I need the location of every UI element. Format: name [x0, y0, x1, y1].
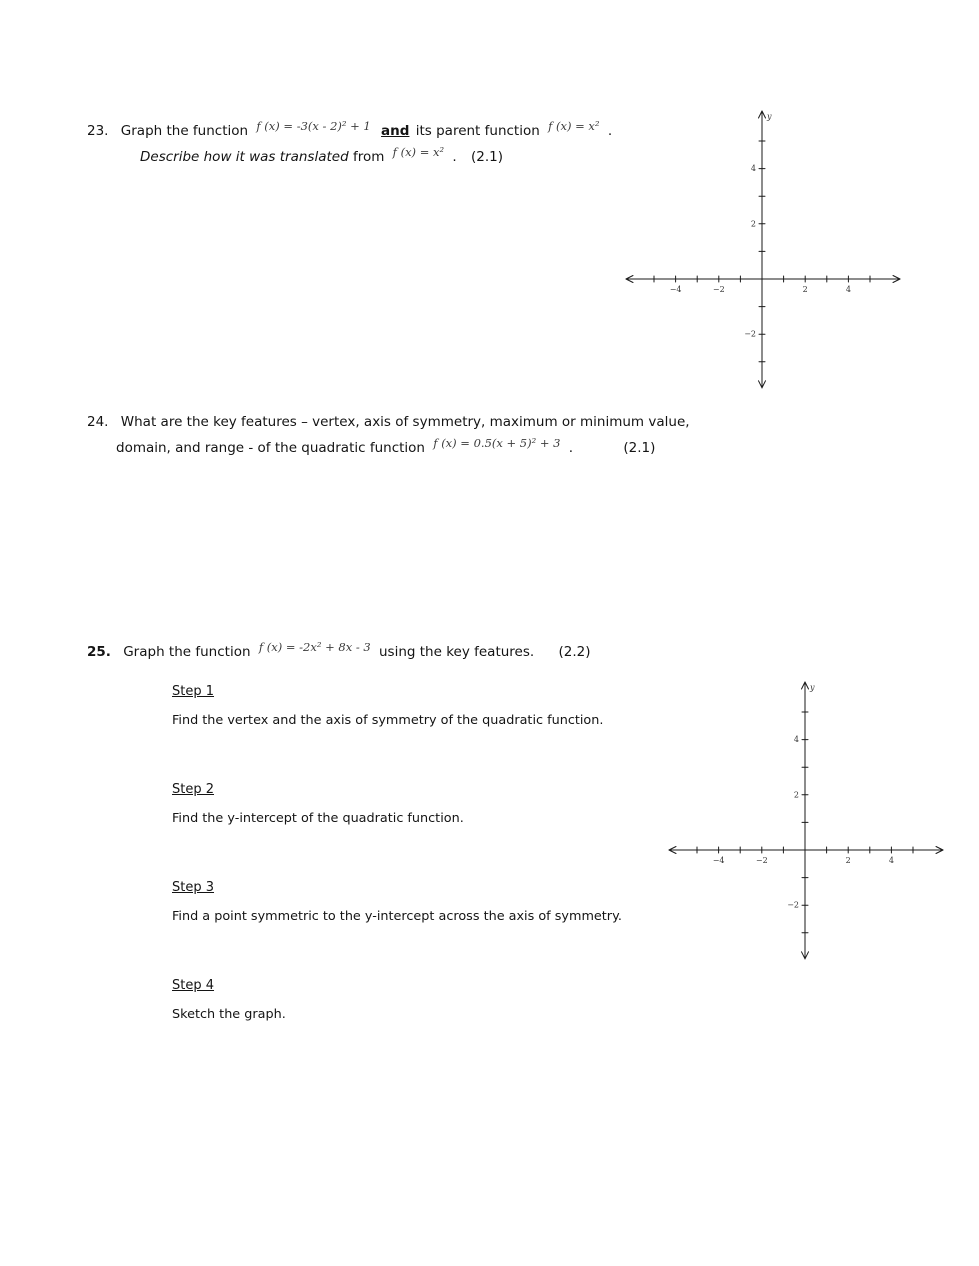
x-axis-arrow	[669, 847, 676, 851]
question-24-line1	[87, 413, 847, 432]
step-2	[172, 782, 732, 826]
question-23-and-word: and	[381, 123, 410, 139]
question-23-describe-text: Describe how it was translated	[140, 148, 349, 165]
question-24-formula: f (x) = 0.5(x + 5)² + 3	[433, 435, 561, 450]
question-23-section-ref: (2.1)	[470, 148, 503, 165]
step-4-text: Sketch the graph.	[172, 1007, 286, 1022]
x-axis-arrow	[893, 276, 900, 280]
y-tick-label: 4	[793, 735, 799, 745]
question-24-tail: .	[568, 439, 574, 456]
question-23-mid-text: its parent function	[415, 123, 540, 139]
y-axis-arrow	[759, 381, 763, 388]
y-axis-arrow	[805, 952, 809, 959]
x-axis-arrow	[893, 279, 900, 283]
step-2-text: Find the y-intercept of the quadratic function.	[172, 811, 464, 826]
question-23	[87, 119, 707, 167]
question-23-from-formula: f (x) = x²	[392, 144, 445, 159]
x-axis-arrow	[626, 276, 633, 280]
y-tick-label: 2	[793, 790, 799, 800]
question-25-lead-text: Graph the function	[123, 644, 251, 660]
question-24-text2: domain, and range - of the quadratic function	[116, 439, 425, 456]
question-25-line1	[87, 640, 807, 662]
step-1-title: Step 1	[172, 684, 215, 699]
question-23-tail: .	[452, 148, 457, 165]
y-axis-arrow	[802, 952, 806, 959]
x-axis-arrow	[936, 847, 943, 851]
question-25-section-ref: (2.2)	[558, 644, 591, 660]
x-tick-label: 2	[845, 856, 851, 865]
y-tick-label: 4	[750, 164, 756, 174]
x-tick-label: −2	[755, 856, 768, 865]
question-25	[87, 640, 807, 662]
step-4-title: Step 4	[172, 978, 215, 993]
question-24-line2	[116, 435, 847, 458]
question-24-text1: What are the key features – vertex, axis of symmetry, maximum or minimum value,	[120, 414, 690, 430]
question-23-from-text: from	[352, 148, 385, 165]
step-3-title: Step 3	[172, 880, 215, 895]
coordinate-grid-bottom	[660, 676, 950, 964]
x-axis-arrow	[669, 850, 676, 854]
question-23-parent-formula: f (x) = x²	[548, 119, 600, 133]
x-tick-label: 4	[888, 856, 894, 865]
y-axis-arrow	[762, 381, 766, 388]
question-25-tail: using the key features.	[379, 644, 535, 660]
question-23-lead-text: Graph the function	[120, 123, 249, 139]
question-25-number: 25.	[87, 644, 111, 660]
question-24-number: 24.	[87, 414, 109, 430]
step-1-text: Find the vertex and the axis of symmetry of the quadratic function.	[172, 713, 604, 728]
coordinate-grid-top	[618, 104, 908, 392]
step-4	[172, 978, 732, 1022]
question-23-number: 23.	[87, 123, 109, 139]
question-23-function-formula: f (x) = -3(x - 2)² + 1	[256, 119, 371, 133]
question-24-section-ref: (2.1)	[623, 439, 656, 456]
x-tick-label: −4	[669, 285, 682, 294]
y-axis-arrow	[759, 111, 763, 118]
step-3	[172, 880, 732, 924]
question-23-line1	[87, 119, 707, 141]
step-1	[172, 684, 732, 728]
step-3-text: Find a point symmetric to the y-intercept across the axis of symmetry.	[172, 909, 622, 924]
x-tick-label: −2	[712, 285, 725, 294]
y-tick-label: 2	[750, 219, 756, 229]
y-axis-arrow	[762, 111, 766, 118]
x-axis-arrow	[626, 279, 633, 283]
x-axis-arrow	[936, 850, 943, 854]
y-axis-label: y	[810, 683, 815, 692]
y-axis-arrow	[802, 682, 806, 689]
question-23-period: .	[607, 123, 613, 139]
y-axis-arrow	[805, 682, 809, 689]
question-25-formula: f (x) = -2x² + 8x - 3	[258, 640, 371, 654]
y-tick-label: −2	[787, 900, 799, 910]
y-axis-label: y	[767, 112, 772, 121]
y-tick-label: −2	[744, 329, 756, 339]
step-2-title: Step 2	[172, 782, 215, 797]
x-tick-label: −4	[712, 856, 725, 865]
question-24	[87, 413, 847, 458]
x-tick-label: 4	[845, 285, 851, 294]
x-tick-label: 2	[802, 285, 808, 294]
